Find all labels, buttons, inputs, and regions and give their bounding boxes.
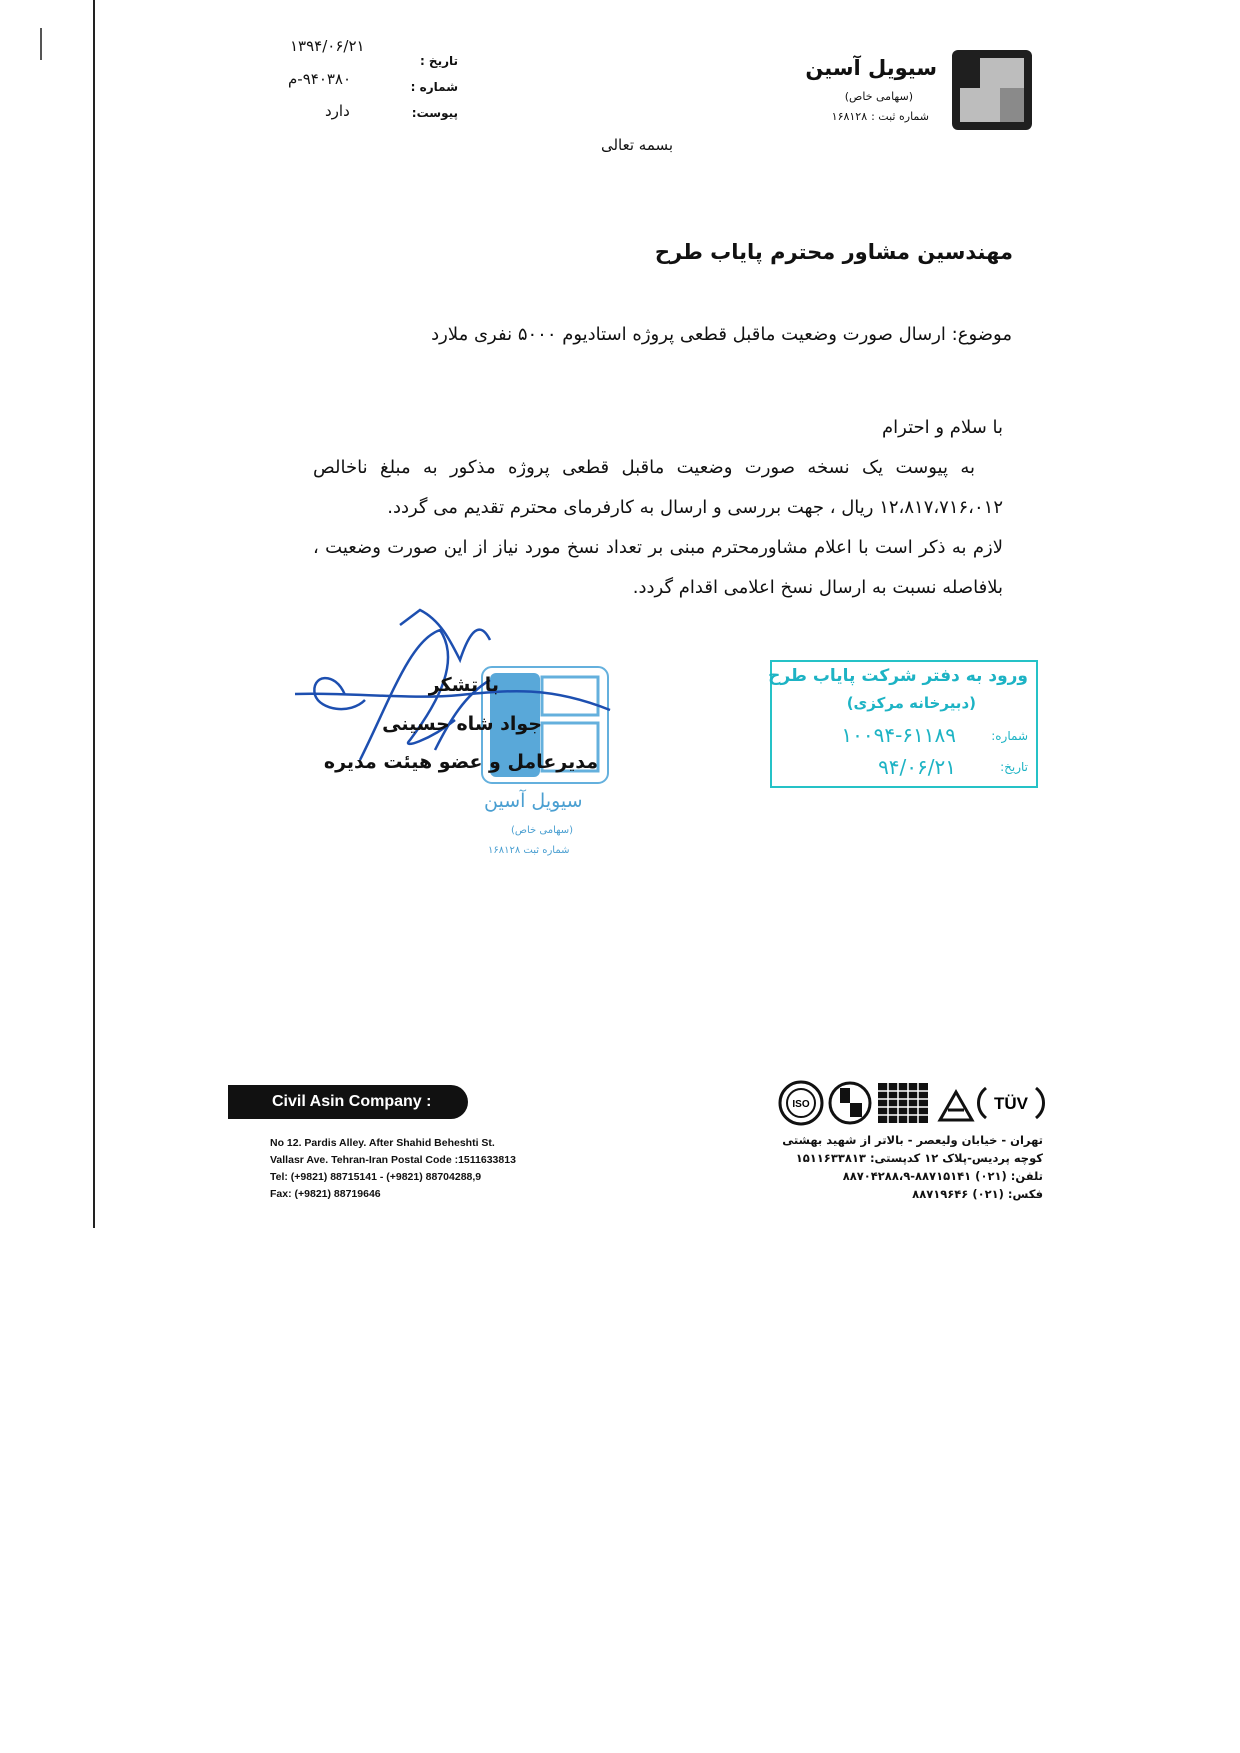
seal-company-name: سیویل آسین — [484, 790, 583, 812]
page-margin-tick — [40, 28, 42, 60]
stamp-date-value: ۹۴/۰۶/۲۱ — [878, 755, 956, 779]
handwritten-signature — [290, 600, 650, 810]
company-name: سیویل آسین — [805, 56, 937, 80]
letter-body — [313, 408, 1003, 608]
stamp-number-label: شماره: — [991, 729, 1028, 743]
stamp-title: ورود به دفتر شرکت پایاب طرح — [768, 666, 1028, 686]
paragraph-1: به پیوست یک نسخه صورت وضعیت ماقبل قطعی پروژه مذکور به مبلغ ناخالص ۱۲،۸۱۷،۷۱۶،۰۱۲ ریال ، جهت بررسی و ارسال به کارفرمای محترم تقدیم می گردد. — [313, 457, 1003, 518]
receipt-stamp — [770, 660, 1038, 788]
address-en-line-1: No 12. Pardis Alley. After Shahid Beheshti St. — [270, 1137, 495, 1149]
address-fa-line-2: کوچه پردیس-پلاک ۱۲ کدپستی: ۱۵۱۱۶۳۳۸۱۳ — [795, 1151, 1043, 1165]
svg-text:TÜV: TÜV — [994, 1094, 1028, 1113]
date-label: تاریخ : — [419, 54, 458, 68]
address-fa-line-1: تهران - خیابان ولیعصر - بالاتر از شهید بهشتی — [782, 1133, 1043, 1147]
seal-registration: شماره ثبت ۱۶۸۱۲۸ — [488, 845, 570, 856]
stamp-number-value: ۱۰۰۹۴-۶۱۱۸۹ — [841, 723, 956, 747]
address-fa-line-4: فکس: (۰۲۱) ۸۸۷۱۹۶۴۶ — [912, 1187, 1043, 1201]
footer-address-fa — [782, 1131, 1043, 1203]
certification-grid-icon — [878, 1083, 928, 1123]
page-margin-line — [93, 0, 95, 1228]
certification-triangle-icon — [940, 1092, 972, 1120]
paragraph-2: لازم به ذکر است با اعلام مشاورمحترم مبنی بر تعداد نسخ مورد نیاز از این صورت وضعیت ، بلافاصله نسبت به ارسال نسخ اعلامی اقدام گردد. — [313, 537, 1003, 598]
subject-line: موضوع: ارسال صورت وضعیت ماقبل قطعی پروژه استادیوم ۵۰۰۰ نفری ملارد — [431, 324, 1012, 345]
greeting: با سلام و احترام — [882, 417, 1003, 438]
iso-icon — [780, 1082, 822, 1124]
date-value: ۱۳۹۴/۰۶/۲۱ — [290, 37, 365, 55]
address-en-line-3: Tel: (+9821) 88715141 - (+9821) 88704288,9 — [270, 1171, 482, 1183]
signer-title: مدیرعامل و عضو هیئت مدیره — [323, 751, 598, 773]
address-en-line-4: Fax: (+9821) 88719646 — [270, 1188, 381, 1200]
address-fa-line-3: تلفن: (۰۲۱) ۸۸۷۱۵۱۴۱-۸۸۷۰۴۲۸۸،۹ — [842, 1169, 1043, 1183]
certification-logos — [778, 1080, 1048, 1126]
svg-text:ISO: ISO — [792, 1099, 810, 1110]
attachment-value: دارد — [325, 102, 350, 120]
stamp-date-label: تاریخ: — [1000, 760, 1028, 774]
footer-company-badge: Civil Asin Company : — [228, 1085, 468, 1119]
company-logo-icon — [952, 50, 1032, 130]
addressee: مهندسین مشاور محترم پایاب طرح — [654, 240, 1013, 264]
stamp-subtitle: (دبیرخانه مرکزی) — [846, 694, 976, 712]
company-type: (سهامی خاص) — [844, 90, 913, 103]
signer-name: جواد شاه حسینی — [382, 713, 542, 735]
number-label: شماره : — [410, 80, 458, 94]
registration-label: شماره ثبت : — [871, 110, 929, 123]
tuv-icon — [979, 1088, 1044, 1118]
closing: با تشکر — [428, 674, 499, 696]
company-small-logo-icon — [830, 1083, 870, 1123]
number-value: ۹۴۰۳۸۰-م — [288, 70, 352, 88]
company-registration — [828, 110, 929, 123]
basmala: بسمه تعالی — [600, 136, 674, 154]
address-en-line-2: Vallasr Ave. Tehran-Iran Postal Code :1511633813 — [270, 1154, 516, 1166]
footer-address-en — [270, 1135, 516, 1203]
registration-number: ۱۶۸۱۲۸ — [831, 110, 868, 123]
seal-company-type: (سهامی خاص) — [511, 825, 574, 836]
attachment-label: پیوست: — [411, 106, 458, 120]
